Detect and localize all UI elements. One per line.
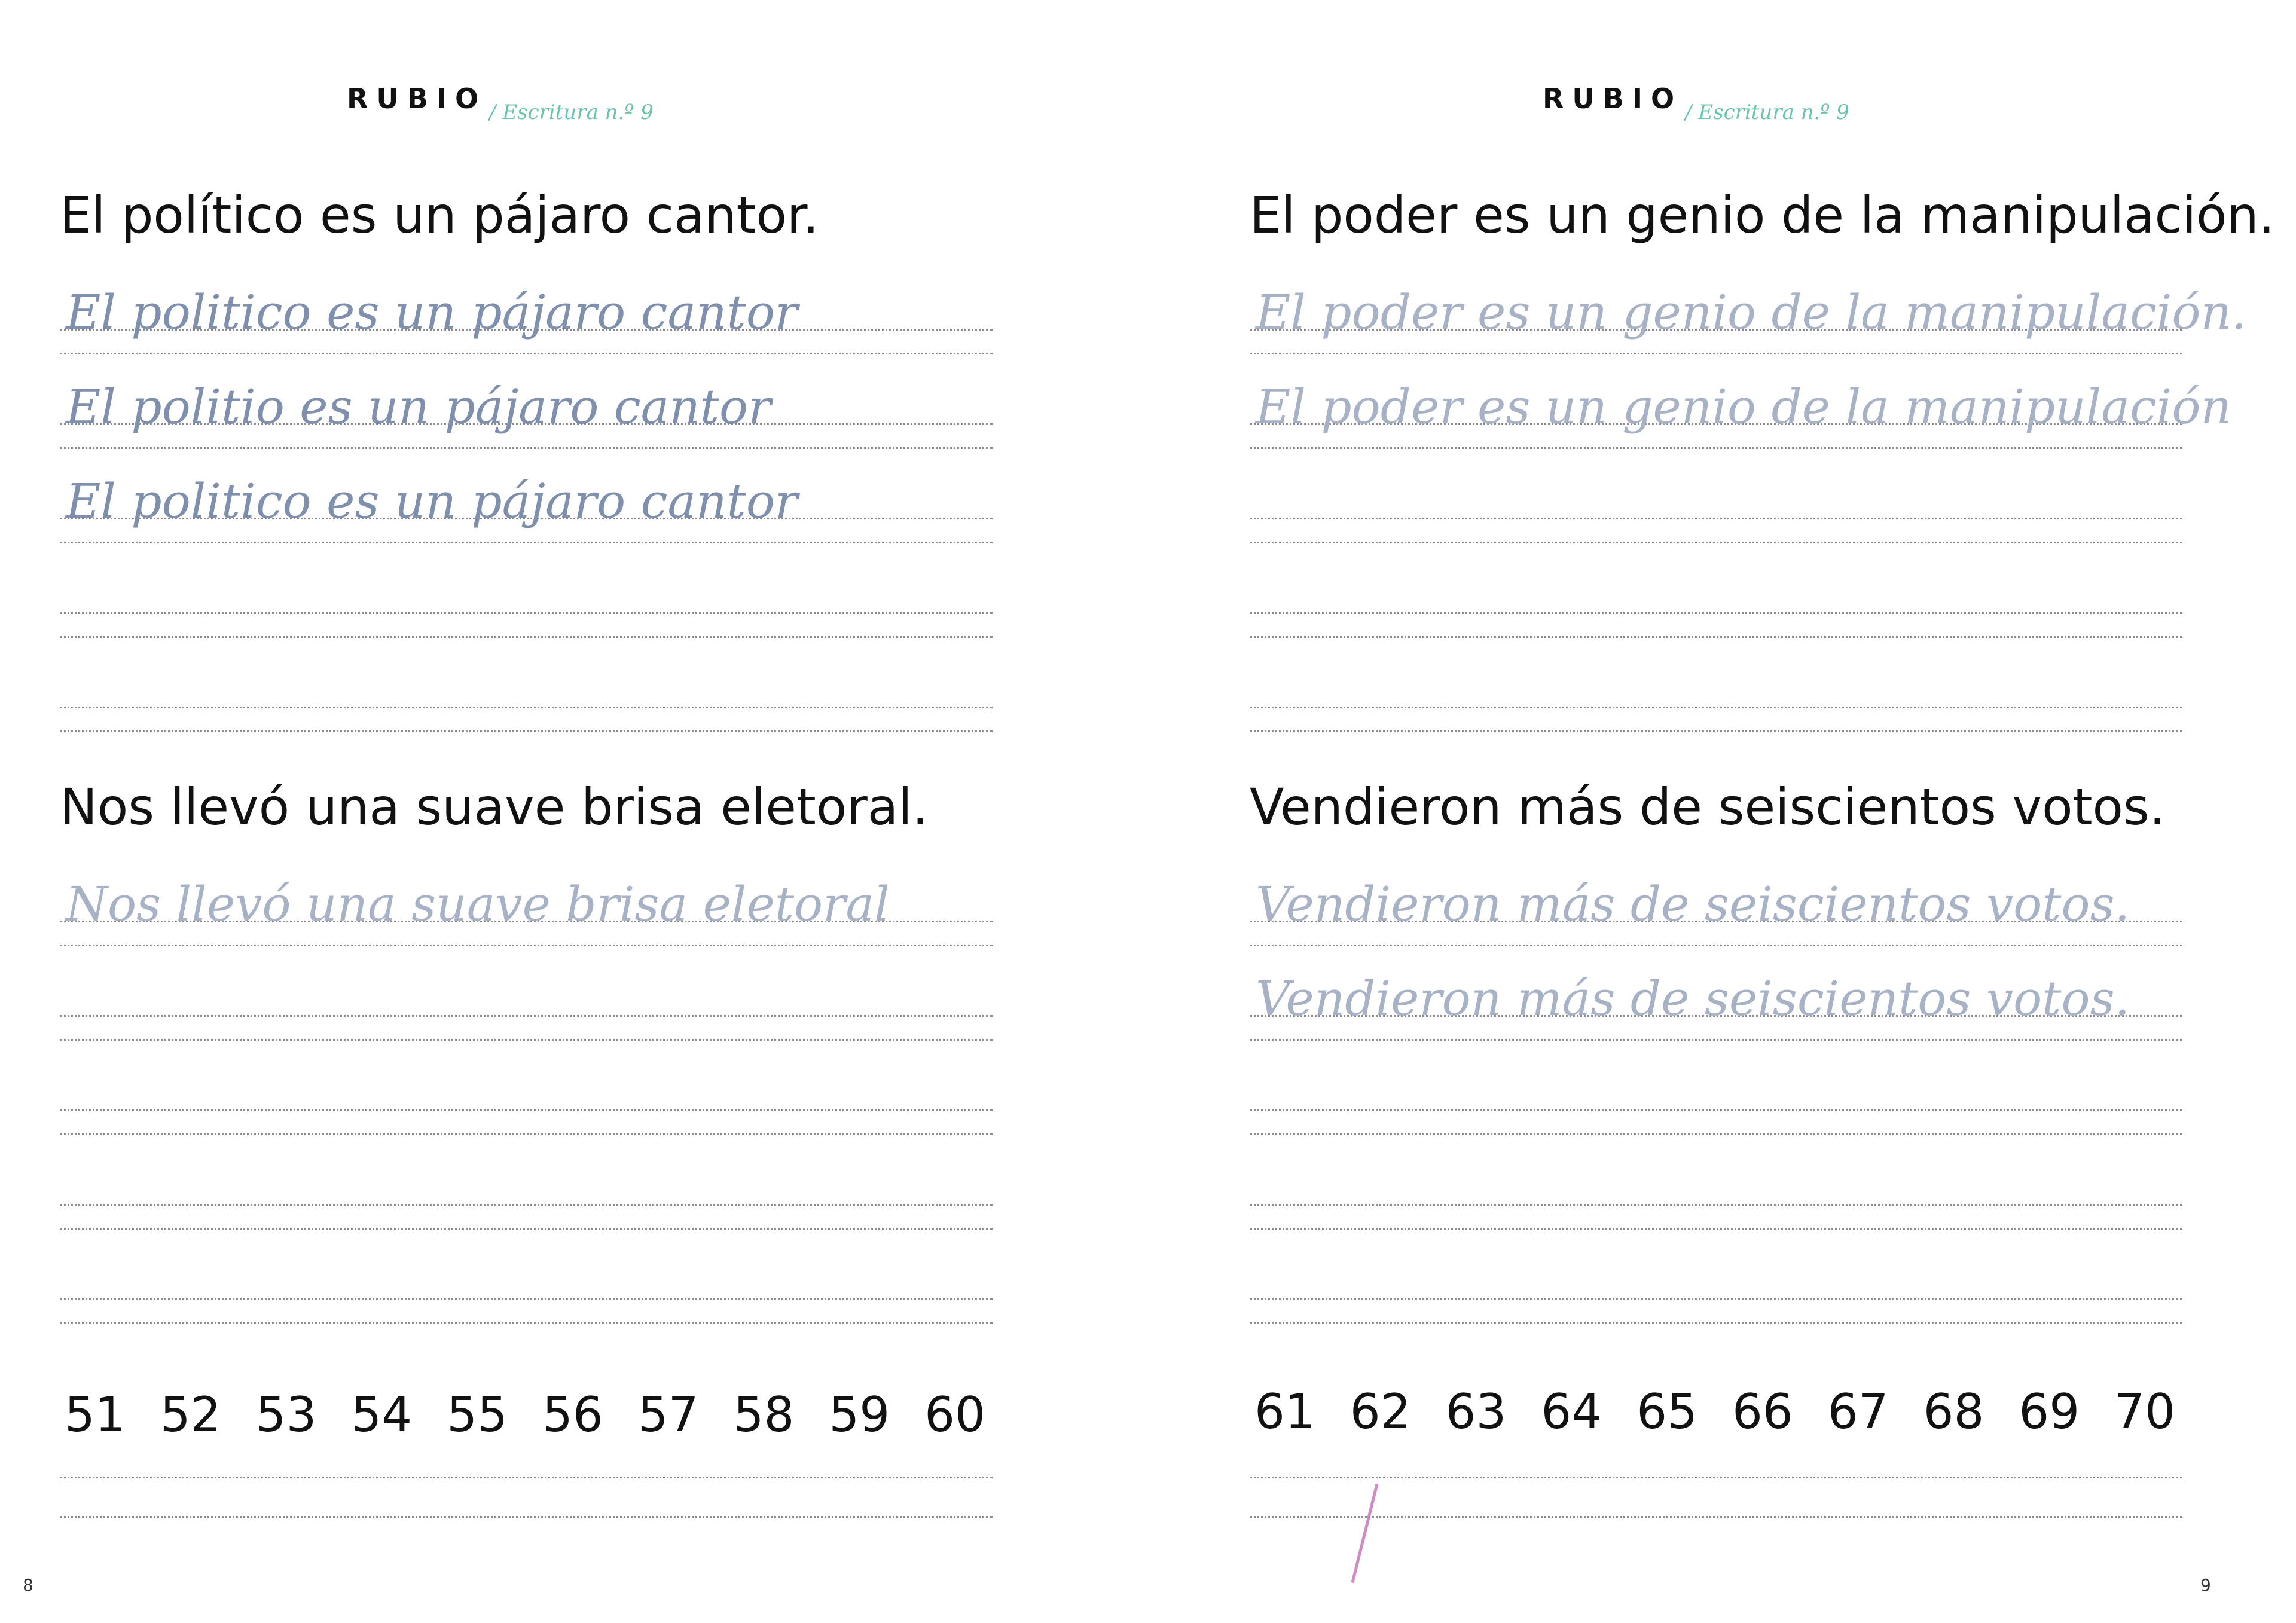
handwritten-copy: Vendieron más de seiscientos votos.: [1256, 876, 2130, 932]
handwritten-copy: El politico es un pájaro cantor: [66, 473, 798, 529]
practice-line: [60, 463, 993, 557]
guide-rule: [1250, 1228, 2182, 1230]
practice-line: [1250, 960, 2182, 1055]
practice-line: [60, 274, 993, 368]
guide-rule: [1250, 730, 2182, 732]
model-sentence: El político es un pájaro cantor.: [60, 186, 819, 244]
practice-line: [1250, 368, 2232, 463]
guide-rule: [1250, 1298, 2182, 1300]
guide-rule: [60, 542, 993, 543]
guide-rule: [60, 1015, 993, 1017]
number-label: 67: [1827, 1384, 1889, 1439]
guide-rule: [60, 1322, 993, 1324]
guide-rule: [1250, 1516, 2182, 1518]
guide-rule: [60, 1109, 993, 1111]
guide-rule: [1250, 945, 2182, 946]
number-label: 59: [829, 1387, 890, 1442]
page-number: 8: [23, 1575, 33, 1595]
handwritten-copy: El poder es un genio de la manipulación.: [1256, 285, 2247, 340]
handwritten-copy: El politio es un pájaro cantor: [66, 379, 771, 435]
practice-line-empty: [1250, 1055, 2182, 1149]
number-row: [65, 1387, 985, 1442]
number-label: 70: [2114, 1384, 2175, 1439]
guide-rule: [60, 636, 993, 638]
series-label: / Escritura n.º 9: [1685, 100, 1849, 124]
guide-rule: [60, 707, 993, 708]
number-label: 57: [637, 1387, 699, 1442]
guide-rule: [60, 447, 993, 449]
guide-rule: [60, 1204, 993, 1206]
number-label: 69: [2019, 1384, 2080, 1439]
exercise-block-2: [1250, 771, 2182, 1338]
guide-rule: [1250, 518, 2182, 519]
practice-line-empty: [1250, 463, 2182, 557]
guide-rule: [1250, 1477, 2182, 1478]
guide-rule: [60, 1228, 993, 1230]
practice-line: [1250, 866, 2182, 960]
practice-line-empty: [60, 652, 993, 746]
practice-line-empty: [1250, 1149, 2182, 1243]
exercise-block-1: [1250, 179, 2275, 746]
guide-rule: [1250, 447, 2182, 449]
guide-rule: [60, 612, 993, 614]
practice-line-empty: [60, 1055, 993, 1149]
number-label: 68: [1923, 1384, 1984, 1439]
guide-rule: [60, 1298, 993, 1300]
number-label: 51: [65, 1387, 126, 1442]
practice-line-empty: [60, 960, 993, 1055]
model-line: [1250, 771, 2182, 866]
guide-rule: [1250, 542, 2182, 543]
number-label: 52: [160, 1387, 221, 1442]
number-label: 54: [351, 1387, 413, 1442]
guide-rule: [60, 945, 993, 946]
practice-line-empty: [1250, 1243, 2182, 1338]
practice-line-empty: [60, 1243, 993, 1338]
number-row: [1254, 1384, 2175, 1439]
number-label: 63: [1445, 1384, 1507, 1439]
guide-rule: [60, 353, 993, 354]
brand-name: RUBIO: [347, 82, 487, 115]
guide-rule: [60, 1039, 993, 1041]
practice-line-empty: [60, 557, 993, 652]
practice-line-empty: [1250, 557, 2182, 652]
guide-rule: [1250, 612, 2182, 614]
guide-rule: [60, 1516, 993, 1518]
handwritten-copy: El politico es un pájaro cantor: [66, 285, 798, 340]
practice-line: [60, 368, 993, 463]
guide-rule: [1250, 353, 2182, 354]
page-header: [1543, 82, 1849, 124]
number-label: 66: [1732, 1384, 1793, 1439]
practice-line-empty: [1250, 652, 2182, 746]
number-label: 61: [1254, 1384, 1315, 1439]
number-label: 56: [542, 1387, 603, 1442]
guide-rule: [60, 1477, 993, 1478]
series-label: / Escritura n.º 9: [489, 100, 654, 124]
handwritten-copy: Nos llevó una suave brisa eletoral: [66, 876, 890, 932]
guide-rule: [1250, 1204, 2182, 1206]
number-label: 58: [733, 1387, 795, 1442]
practice-line: [60, 866, 993, 960]
handwritten-copy: Vendieron más de seiscientos votos.: [1256, 971, 2130, 1026]
guide-rule: [1250, 707, 2182, 708]
number-label: 64: [1541, 1384, 1602, 1439]
practice-line: [1250, 274, 2247, 368]
exercise-block-2: [60, 771, 993, 1338]
number-label: 65: [1636, 1384, 1697, 1439]
page-header: [347, 82, 654, 124]
guide-rule: [1250, 636, 2182, 638]
model-line: [60, 771, 993, 866]
practice-line-empty: [60, 1149, 993, 1243]
model-line: [60, 179, 993, 274]
guide-rule: [1250, 1039, 2182, 1041]
guide-rule: [1250, 1109, 2182, 1111]
model-line: [1250, 179, 2275, 274]
number-label: 55: [447, 1387, 508, 1442]
number-label: 53: [255, 1387, 317, 1442]
number-label: 62: [1349, 1384, 1411, 1439]
page-number: 9: [2200, 1575, 2211, 1595]
handwritten-copy: El poder es un genio de la manipulación: [1256, 379, 2232, 435]
right-page: [1148, 0, 2296, 1623]
guide-rule: [60, 1133, 993, 1135]
model-sentence: Nos llevó una suave brisa eletoral.: [60, 778, 929, 836]
guide-rule: [1250, 1322, 2182, 1324]
guide-rule: [60, 730, 993, 732]
number-label: 60: [924, 1387, 985, 1442]
model-sentence: El poder es un genio de la manipulación.: [1250, 186, 2275, 244]
guide-rule: [1250, 1133, 2182, 1135]
exercise-block-1: [60, 179, 993, 746]
brand-name: RUBIO: [1543, 82, 1683, 115]
model-sentence: Vendieron más de seiscientos votos.: [1250, 778, 2166, 836]
